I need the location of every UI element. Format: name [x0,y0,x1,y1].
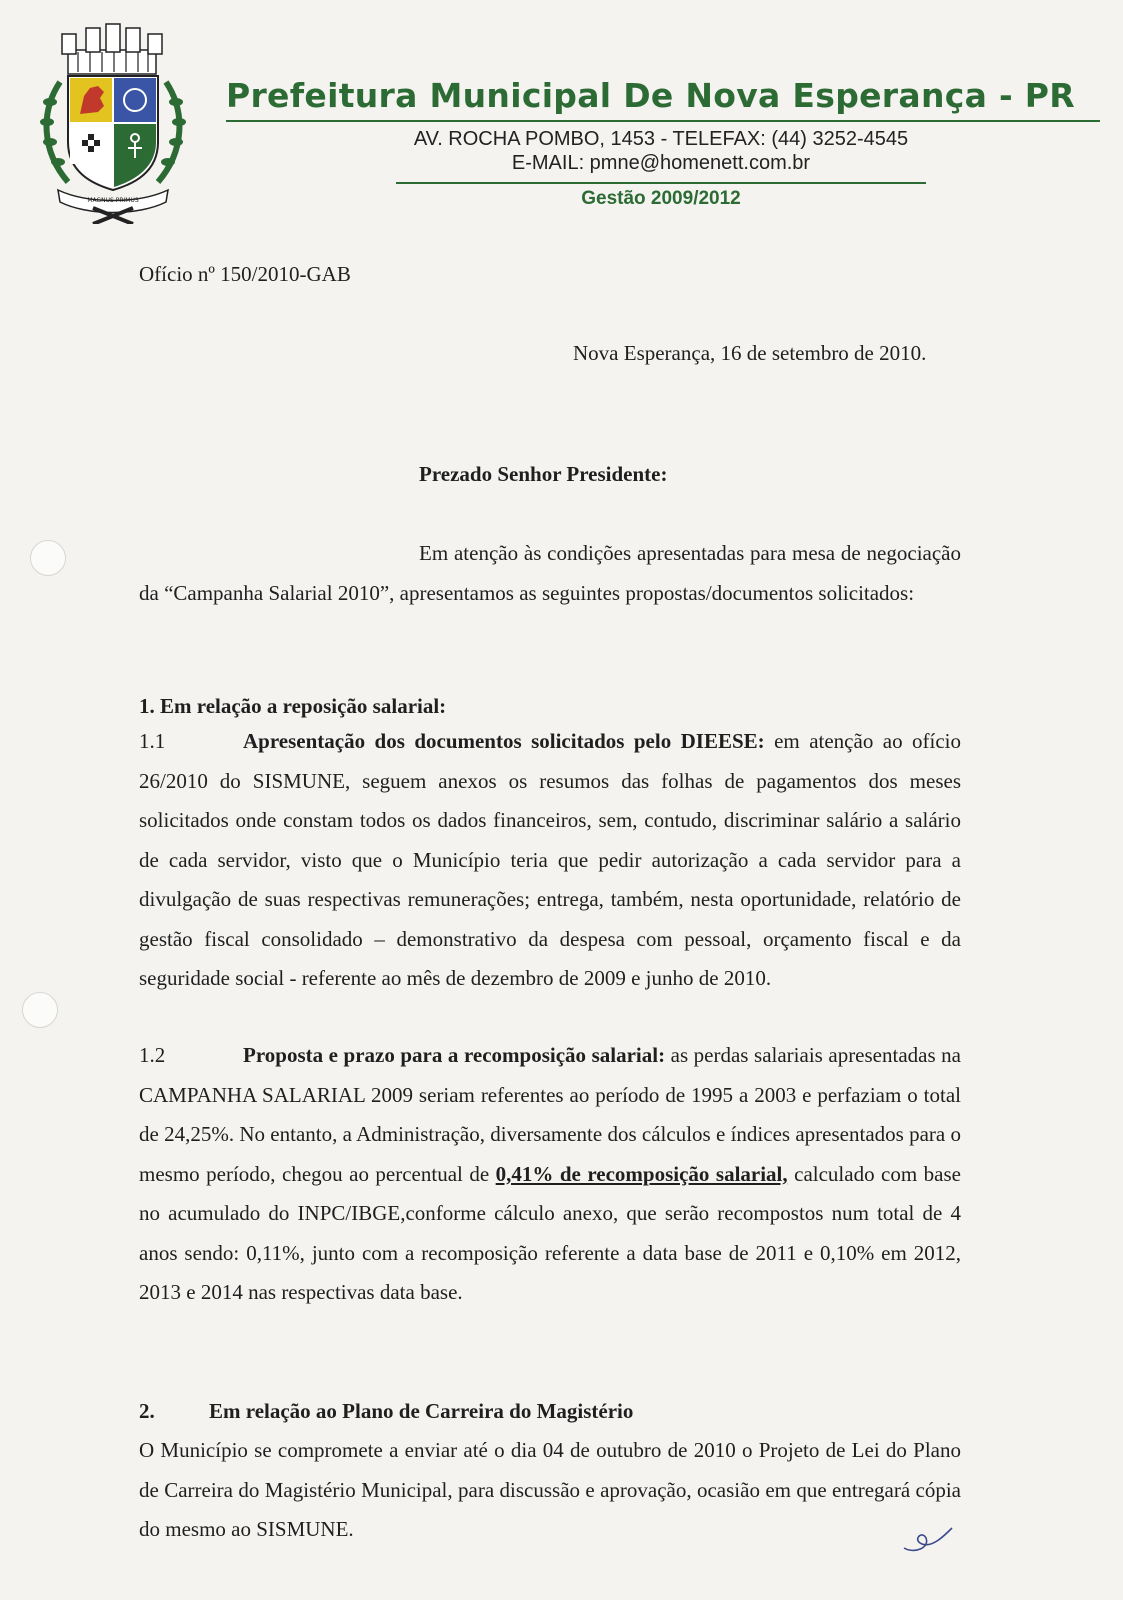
section-2-title [139,1392,633,1432]
handwritten-initials [900,1518,960,1558]
item-1-1-paragraph [139,722,961,999]
crest-ribbon-text: MAGNUS PRIMUS [87,197,139,204]
item-1-1-number: 1.1 [139,729,166,753]
item-1-2-text-b: calculado com base no acumulado do INPC/IBGE,conforme cálculo anexo, que serão recompostos num total de 4 anos sendo: 0,11%, junto com a recomposição referente a data base de 2011 e 0,10% em 2012, 2013 e 2014 nas respectivas data base. [139,1161,961,1304]
section-2-number: 2. [139,1399,155,1423]
punch-hole [30,540,66,576]
item-1-1-heading: Apresentação dos documentos solicitados pelo DIEESE: [243,729,765,753]
punch-hole [22,992,58,1028]
section-1-title: 1. Em relação a reposição salarial: [139,694,447,718]
organization-email: E-MAIL: pmne@homenett.com.br [511,152,811,174]
contact-divider [396,182,926,184]
intro-paragraph: Em atenção às condições apresentadas para mesa de negociação da “Campanha Salarial 2010”, apresentamos as seguintes propostas/documentos solicitados: [139,541,961,605]
administration-term: Gestão 2009/2012 [581,188,741,209]
organization-name: Prefeitura Municipal De Nova Esperança - PR [226,76,1075,115]
section-2-paragraph: O Município se compromete a enviar até o dia 04 de outubro de 2010 o Projeto de Lei do Plano de Carreira do Magistério Municipal, para discussão e aprovação, ocasião em que entregará cópia do mesmo ao SISMUNE. [139,1438,961,1541]
item-1-2-number: 1.2 [139,1043,166,1067]
item-1-2-text-a: as perdas salariais apresentadas na CAMPANHA SALARIAL 2009 seriam referentes ao período de 1995 a 2003 e perfaziam o total de 24,25%. No entanto, a Administração, diversamente dos cálculos e índices apresentados para o mesmo período, chegou ao percentual de [139,1043,962,1186]
item-1-2-heading: Proposta e prazo para a recomposição salarial: [243,1043,666,1067]
organization-address: AV. ROCHA POMBO, 1453 - TELEFAX: (44) 3252-4545 [413,128,909,150]
letter-date: Nova Esperança, 16 de setembro de 2010. [573,341,927,365]
item-1-1-text: em atenção ao ofício 26/2010 do SISMUNE, seguem anexos os resumos das folhas de pagamentos dos meses solicitados onde constam todos os dados financeiros, sem, contudo, discriminar salário a salário de cada servidor, visto que o Município teria que pedir autorização a cada servidor para a divulgação de suas respectivas remunerações; entrega, também, nesta oportunidade, relatório de gestão fiscal consolidado – demonstrativo da despesa com pessoal, orçamento fiscal e da seguridade social - referente ao mês de dezembro de 2009 e junho de 2010. [139,729,961,990]
item-1-2-paragraph [139,1036,961,1313]
municipal-crest-logo [38,22,188,224]
salutation: Prezado Senhor Presidente: [419,462,668,486]
office-number: Ofício nº 150/2010-GAB [139,262,351,286]
section-2-title-text: Em relação ao Plano de Carreira do Magistério [209,1399,634,1423]
recomposition-highlight: 0,41% de recomposição salarial, [495,1161,788,1186]
header-divider [226,120,1100,122]
